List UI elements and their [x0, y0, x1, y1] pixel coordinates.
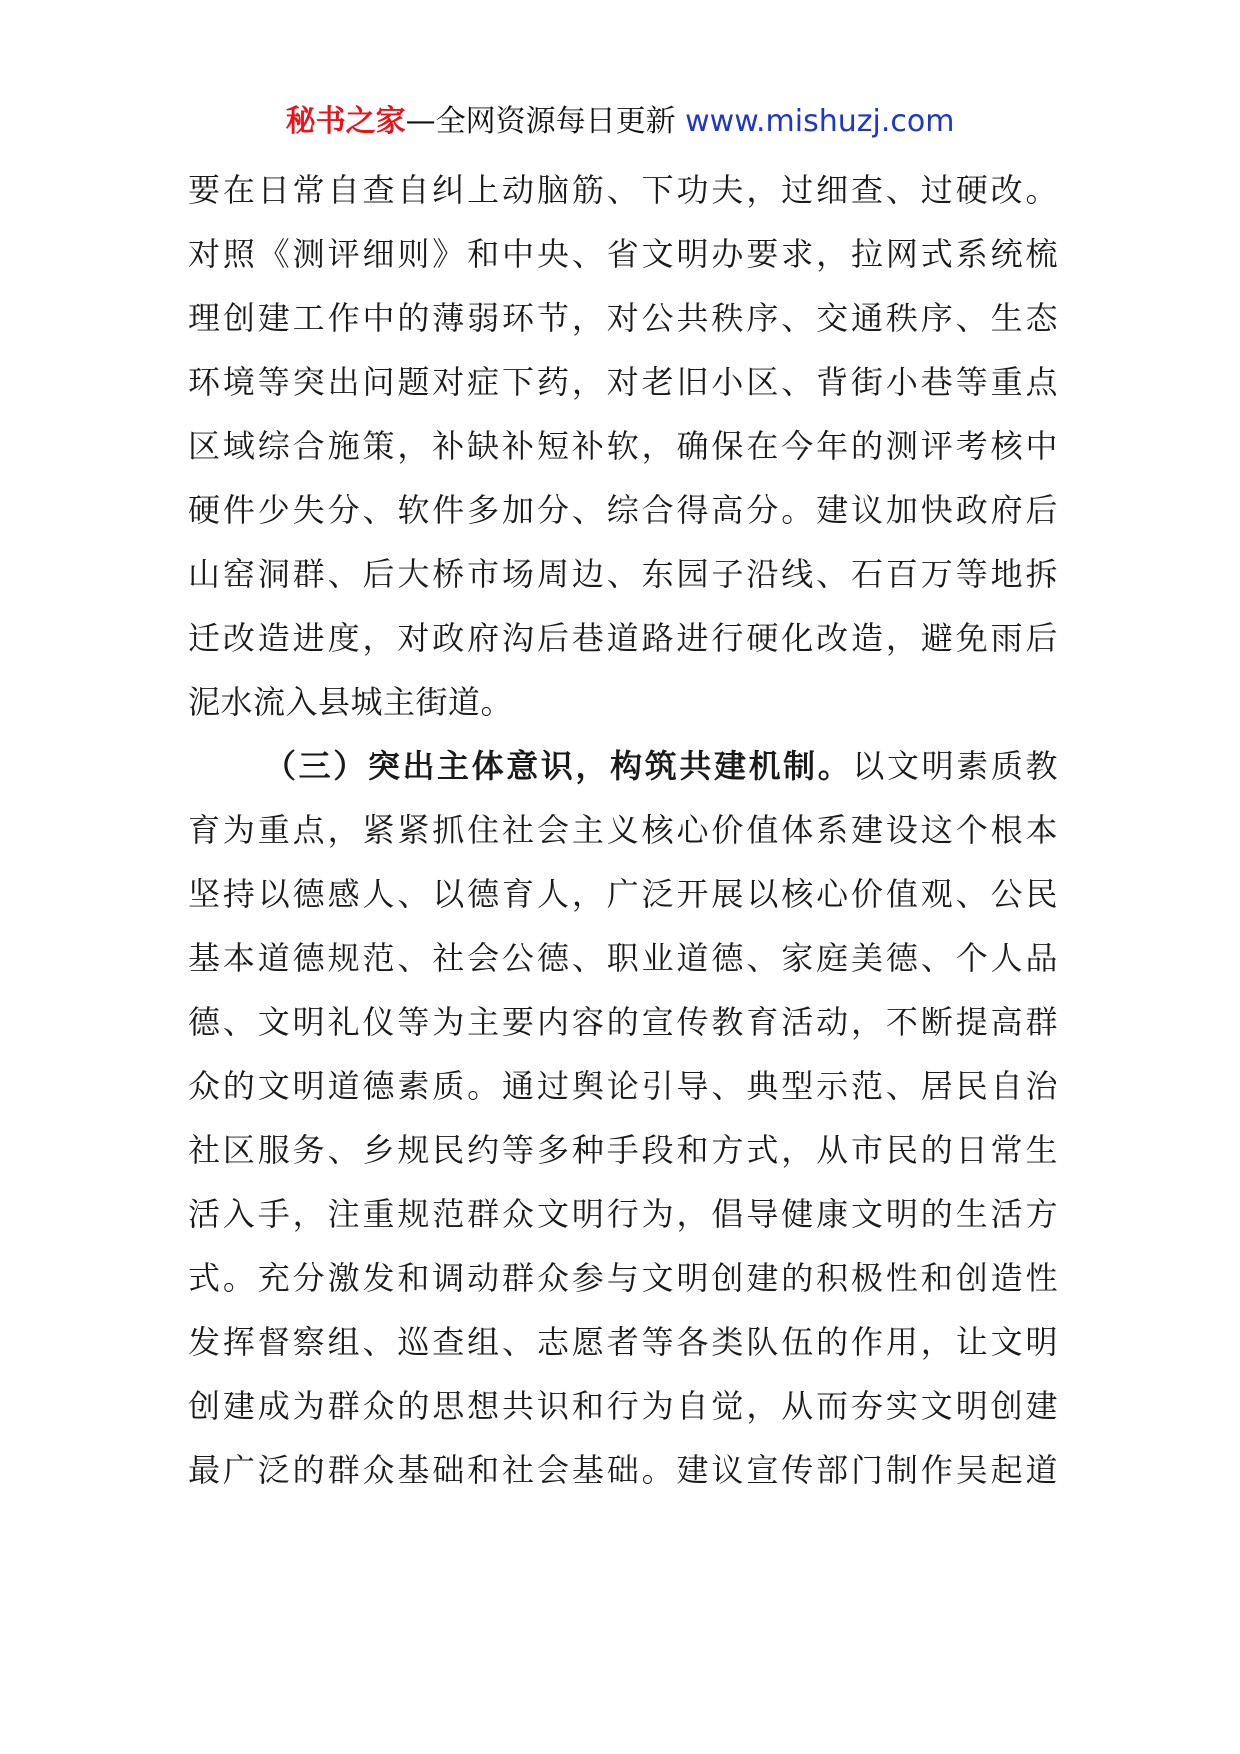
section-heading-line — [188, 734, 1058, 798]
text-line: 社区服务、乡规民约等多种手段和方式，从市民的日常生 — [188, 1131, 1058, 1169]
text-line: 育为重点，紧紧抓住社会主义核心价值体系建设这个根本 — [188, 811, 1058, 849]
text-line: 要在日常自查自纠上动脑筋、下功夫，过细查、过硬改。 — [188, 171, 1058, 209]
text-line: 式。充分激发和调动群众参与文明创建的积极性和创造性 — [188, 1259, 1058, 1297]
paragraph-1 — [188, 158, 1058, 734]
text-fragment: 以文明素质教 — [852, 747, 1058, 785]
paragraph-2 — [188, 734, 1058, 1502]
text-line: 区域综合施策，补缺补短补软，确保在今年的测评考核中 — [188, 427, 1058, 465]
text-line: 山窑洞群、后大桥市场周边、东园子沿线、石百万等地拆 — [188, 555, 1058, 593]
section-heading: （三）突出主体意识，构筑共建机制。 — [264, 747, 853, 785]
text-line: 硬件少失分、软件多加分、综合得高分。建议加快政府后 — [188, 491, 1058, 529]
brand-name: 秘书之家 — [285, 104, 406, 139]
text-line: 发挥督察组、巡查组、志愿者等各类队伍的作用，让文明 — [188, 1323, 1058, 1361]
text-line: 坚持以德感人、以德育人，广泛开展以核心价值观、公民 — [188, 875, 1058, 913]
header-tagline: —全网资源每日更新 — [405, 104, 686, 139]
site-url-link[interactable]: www.mishuzj.com — [685, 104, 955, 139]
text-line: 基本道德规范、社会公德、职业道德、家庭美德、个人品 — [188, 939, 1058, 977]
text-line: 创建成为群众的思想共识和行为自觉，从而夯实文明创建 — [188, 1387, 1058, 1425]
text-line: 最广泛的群众基础和社会基础。建议宣传部门制作吴起道 — [188, 1451, 1058, 1489]
text-line: 迁改造进度，对政府沟后巷道路进行硬化改造，避免雨后 — [188, 619, 1058, 657]
site-header — [0, 100, 1240, 144]
text-line: 德、文明礼仪等为主要内容的宣传教育活动，不断提高群 — [188, 1003, 1058, 1041]
text-line: 活入手，注重规范群众文明行为，倡导健康文明的生活方 — [188, 1195, 1058, 1233]
text-line: 理创建工作中的薄弱环节，对公共秩序、交通秩序、生态 — [188, 299, 1058, 337]
text-line: 环境等突出问题对症下药，对老旧小区、背街小巷等重点 — [188, 363, 1058, 401]
text-line: 泥水流入县城主街道。 — [188, 683, 514, 721]
document-body — [188, 158, 1058, 1502]
text-line: 众的文明道德素质。通过舆论引导、典型示范、居民自治 — [188, 1067, 1058, 1105]
text-line: 对照《测评细则》和中央、省文明办要求，拉网式系统梳 — [188, 235, 1058, 273]
